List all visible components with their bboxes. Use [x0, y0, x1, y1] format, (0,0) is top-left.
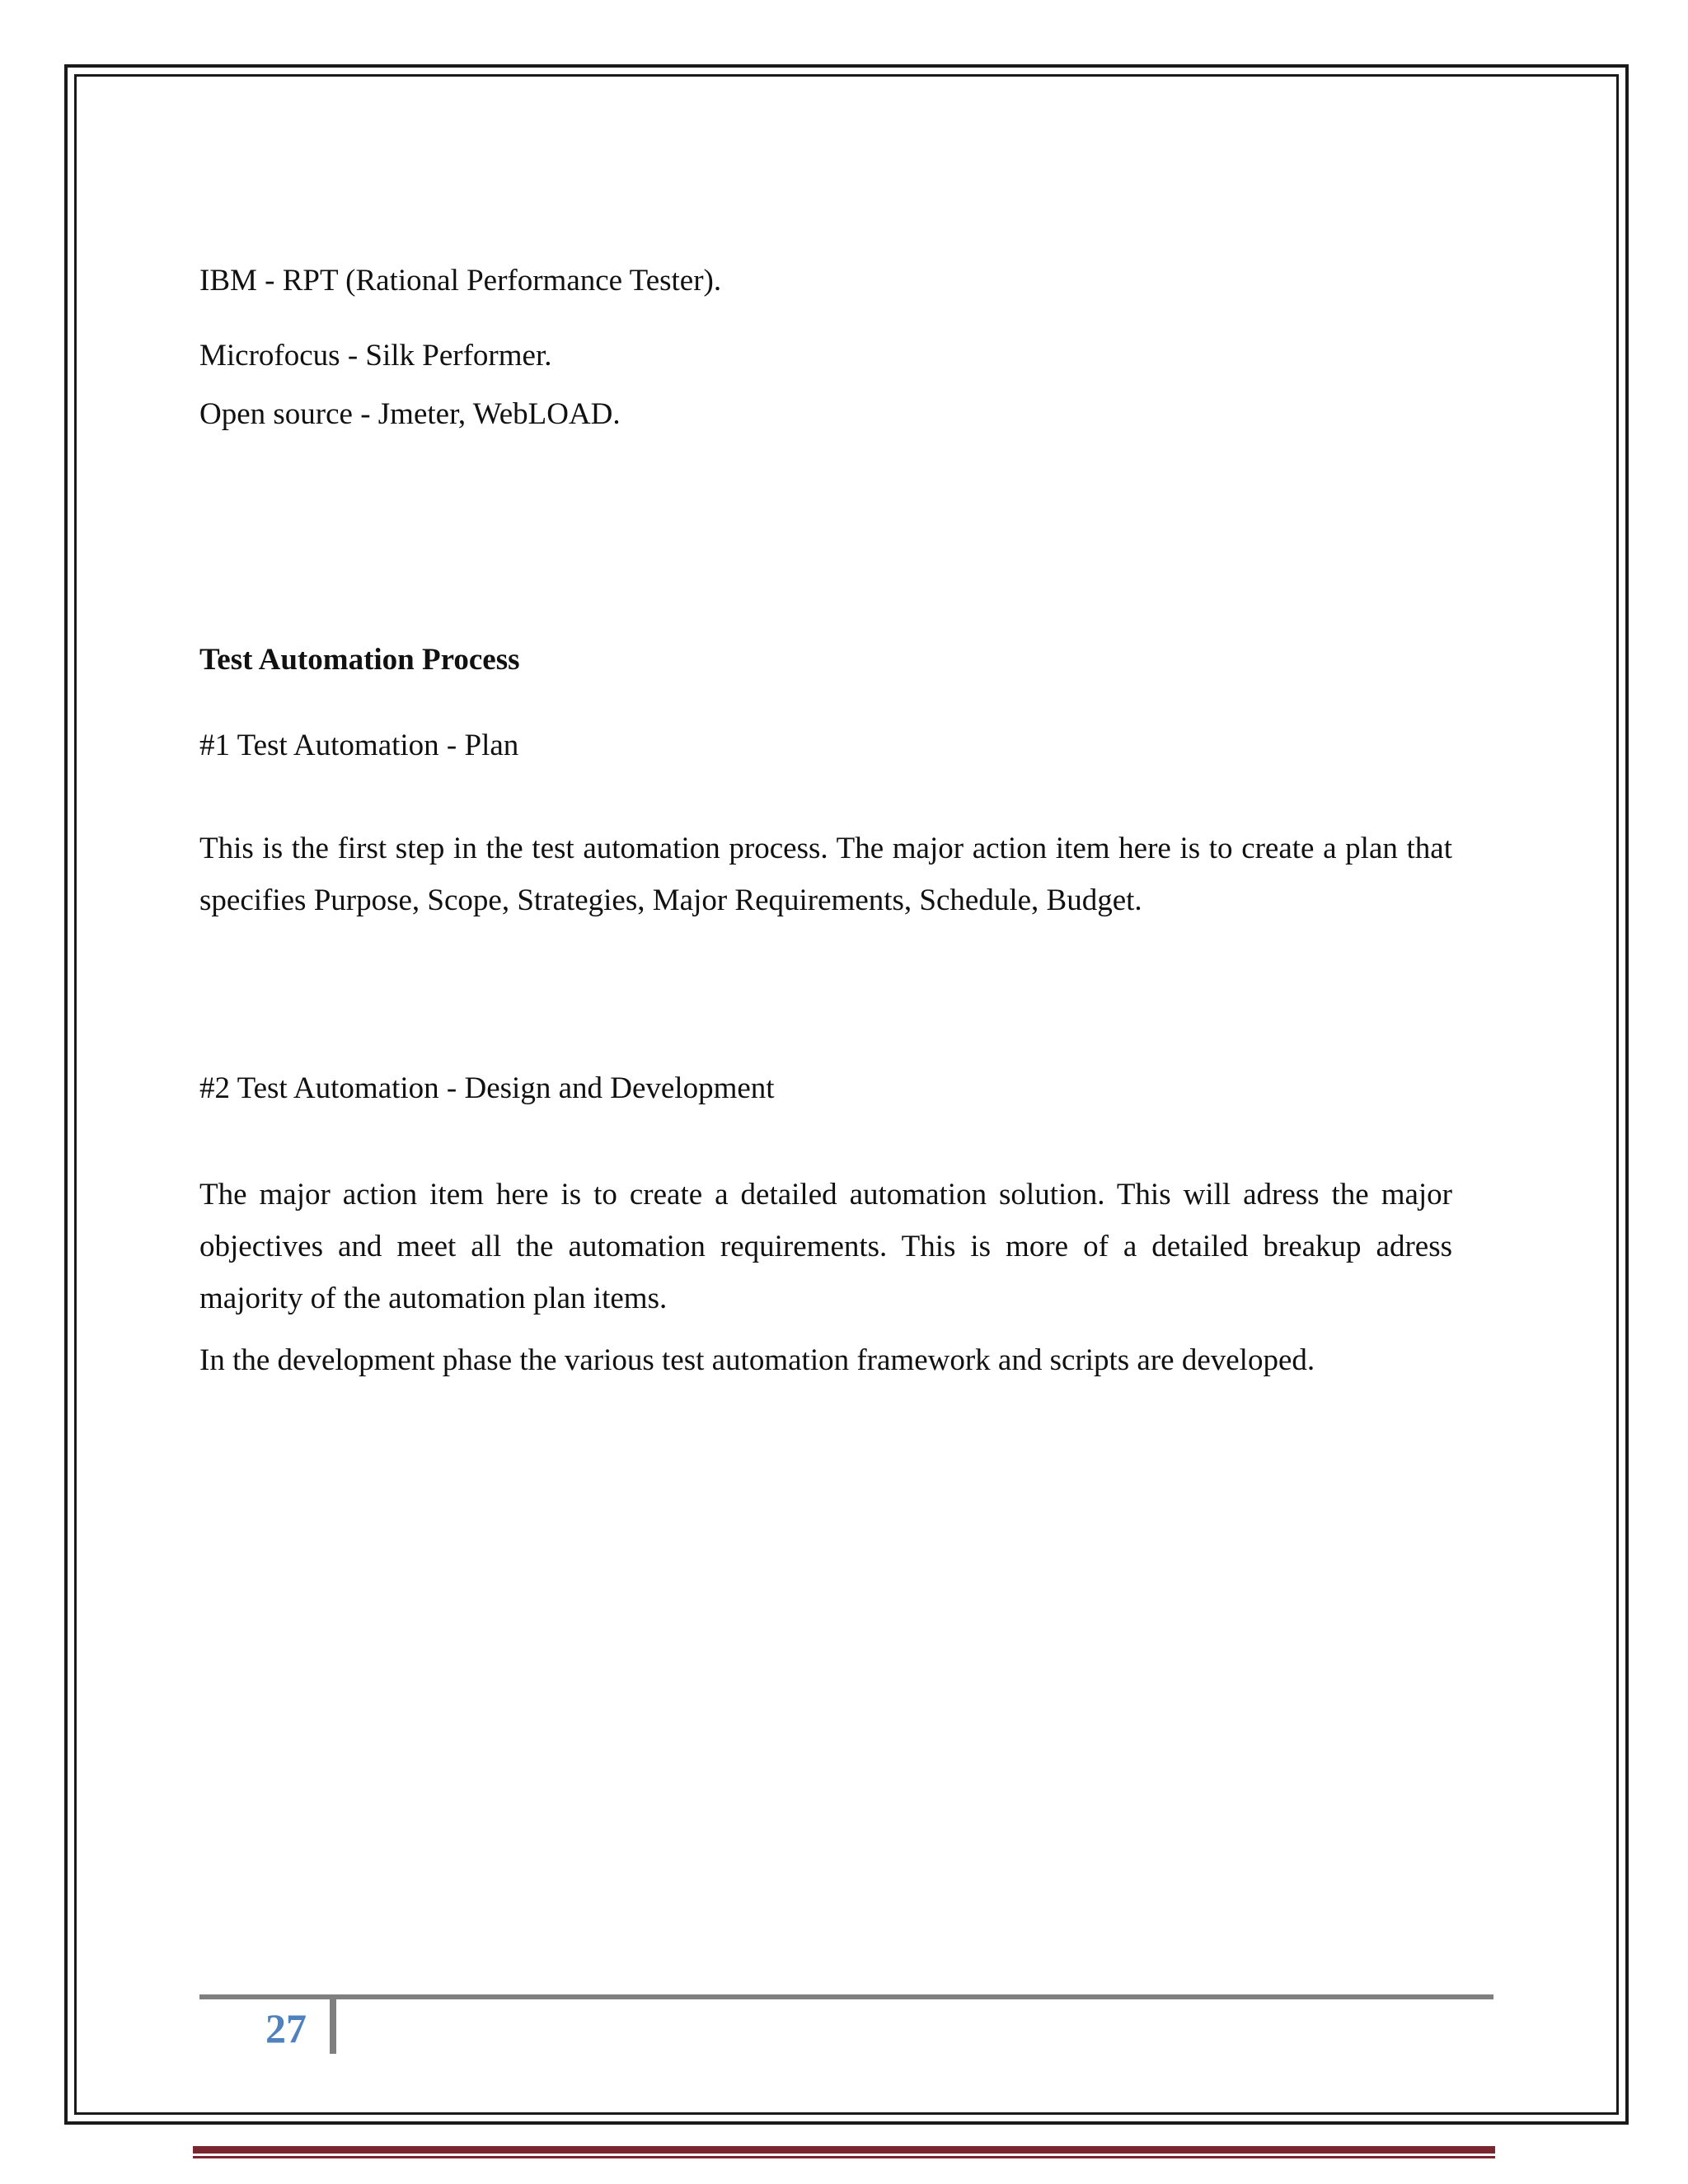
bottom-rule-thick [193, 2146, 1495, 2154]
step2-body-development: In the development phase the various test automation framework and scripts are developed. [199, 1343, 1315, 1377]
page-number-divider [330, 1999, 336, 2054]
footer-rule [199, 1994, 1493, 1999]
section-heading: Test Automation Process [199, 643, 520, 677]
bottom-rule-thin [193, 2156, 1495, 2158]
step2-body: The major action item here is to create a detailed automation solution. This will adress the major objectives and meet all the automation requirements. This is more of a detailed breakup adress majority of the automation plan items. [199, 1178, 1452, 1315]
step2-title: #2 Test Automation - Design and Development [199, 1071, 775, 1105]
tool-line-ibm: IBM - RPT (Rational Performance Tester). [199, 264, 722, 298]
tool-line-microfocus: Microfocus - Silk Performer. [199, 339, 552, 373]
step1-title: #1 Test Automation - Plan [199, 729, 519, 762]
step1-body: This is the first step in the test automation process. The major action item here is to create a plan that specifies Purpose, Scope, Strategies, Major Requirements, Schedule, Budget. [199, 832, 1452, 917]
tool-line-open-source: Open source - Jmeter, WebLOAD. [199, 397, 621, 431]
page-number: 27 [265, 2005, 307, 2051]
